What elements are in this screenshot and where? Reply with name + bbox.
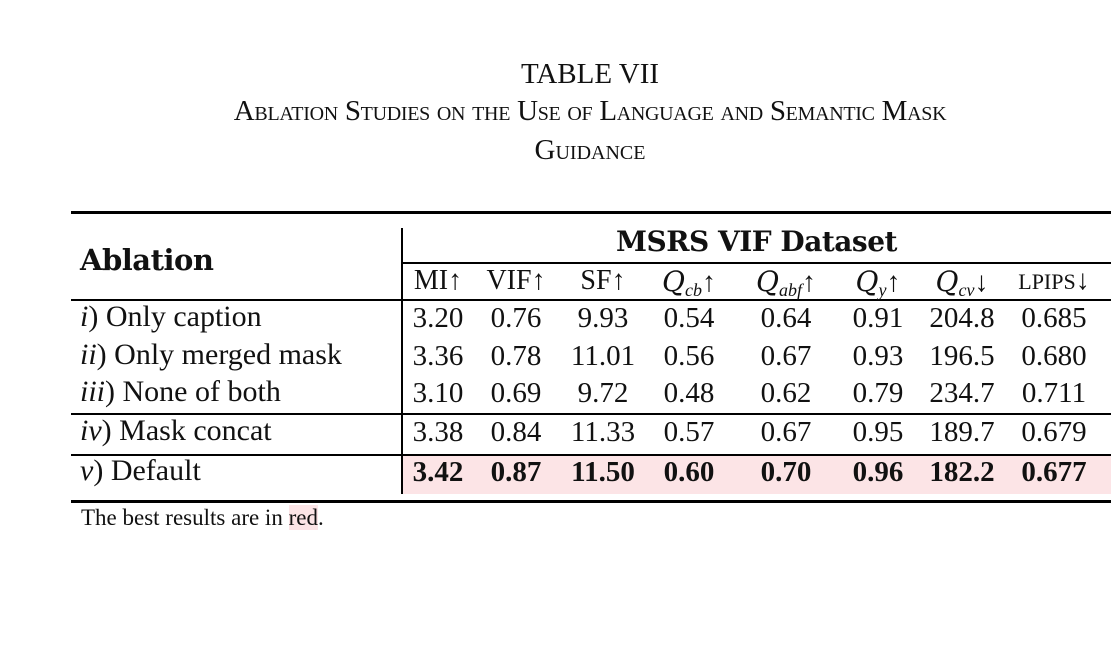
table-cell: 0.54 — [663, 302, 715, 334]
table-cell: 0.679 — [1021, 416, 1087, 448]
row-label: ii) Only merged mask — [80, 338, 342, 371]
column-header: $Q_{abf}↑$ — [756, 265, 816, 300]
ablation-header: Ablation — [80, 243, 214, 277]
table-cell: 9.72 — [577, 377, 629, 409]
table-cell: 0.64 — [760, 302, 812, 334]
table-cell: 0.711 — [1021, 377, 1087, 409]
table-cell: 234.7 — [929, 377, 995, 409]
bottom-rule — [71, 500, 1111, 503]
arrow-down-icon: ↓ — [974, 267, 989, 298]
footnote-prefix: The best results are in — [81, 505, 289, 530]
table-cell: 0.48 — [663, 377, 715, 409]
row-label: i) Only caption — [80, 300, 262, 333]
table-cell: 0.93 — [852, 340, 904, 372]
row-label: iv) Mask concat — [80, 414, 272, 447]
table-cell: 3.38 — [412, 416, 464, 448]
table-cell: 11.33 — [570, 416, 636, 448]
footnote-highlight: red — [288, 505, 318, 530]
column-header: $Q_{cv}↓$ — [935, 265, 989, 300]
table-cell: 3.10 — [412, 377, 464, 409]
column-header: $Q_y↑$ — [855, 265, 901, 300]
table-cell: 0.60 — [663, 456, 715, 488]
table-cell: 11.01 — [570, 340, 636, 372]
table-cell: 0.78 — [490, 340, 542, 372]
table-cell: 11.50 — [571, 456, 635, 488]
table-cell: 0.57 — [663, 416, 715, 448]
arrow-up-icon: ↑ — [531, 265, 546, 296]
column-header: MI↑ — [413, 265, 463, 296]
table-cell: 189.7 — [929, 416, 995, 448]
column-header: SF↑ — [580, 265, 626, 296]
table-cell: 3.42 — [412, 456, 464, 488]
table-cell: 0.95 — [852, 416, 904, 448]
table-cell: 0.67 — [760, 416, 812, 448]
table-title-line1: Ablation Studies on the Use of Language and Semantic Mask — [233, 95, 947, 127]
arrow-up-icon: ↑ — [701, 267, 716, 298]
column-header: LPIPS↓ — [1018, 265, 1090, 296]
table-cell: 3.20 — [412, 302, 464, 334]
table-cell: 0.62 — [760, 377, 812, 409]
table-cell: 0.84 — [490, 416, 542, 448]
footnote-suffix: . — [317, 505, 324, 530]
arrow-down-icon: ↓ — [1075, 265, 1090, 296]
table-cell: 0.70 — [760, 456, 812, 488]
table-cell: 196.5 — [929, 340, 995, 372]
table-cell: 0.96 — [852, 456, 904, 488]
group-subrule — [402, 262, 1111, 264]
arrow-up-icon: ↑ — [448, 265, 463, 296]
arrow-up-icon: ↑ — [611, 265, 626, 296]
arrow-up-icon: ↑ — [801, 267, 816, 298]
table-cell: 0.680 — [1021, 340, 1087, 372]
column-header: VIF↑ — [486, 265, 546, 296]
table-cell: 204.8 — [929, 302, 995, 334]
footnote — [81, 505, 324, 531]
table-number: TABLE VII — [520, 58, 660, 90]
table-cell: 0.87 — [490, 456, 542, 488]
table-cell: 0.69 — [490, 377, 542, 409]
table-cell: 0.67 — [760, 340, 812, 372]
table-cell: 0.685 — [1021, 302, 1087, 334]
table-cell: 9.93 — [577, 302, 629, 334]
table-cell: 0.91 — [852, 302, 904, 334]
table-cell: 0.79 — [852, 377, 904, 409]
table-cell: 182.2 — [929, 456, 995, 488]
column-header: $Q_{cb}↑$ — [662, 265, 716, 300]
table-cell: 0.56 — [663, 340, 715, 372]
table-cell: 0.76 — [490, 302, 542, 334]
row-label: iii) None of both — [80, 375, 281, 408]
top-rule — [71, 211, 1111, 214]
dataset-group-header: MSRS VIF Dataset — [616, 225, 897, 258]
table-cell: 0.677 — [1021, 456, 1087, 488]
table-cell: 3.36 — [412, 340, 464, 372]
row-label: v) Default — [80, 454, 201, 487]
arrow-up-icon: ↑ — [886, 267, 901, 298]
table-title-line2: Guidance — [534, 134, 646, 166]
